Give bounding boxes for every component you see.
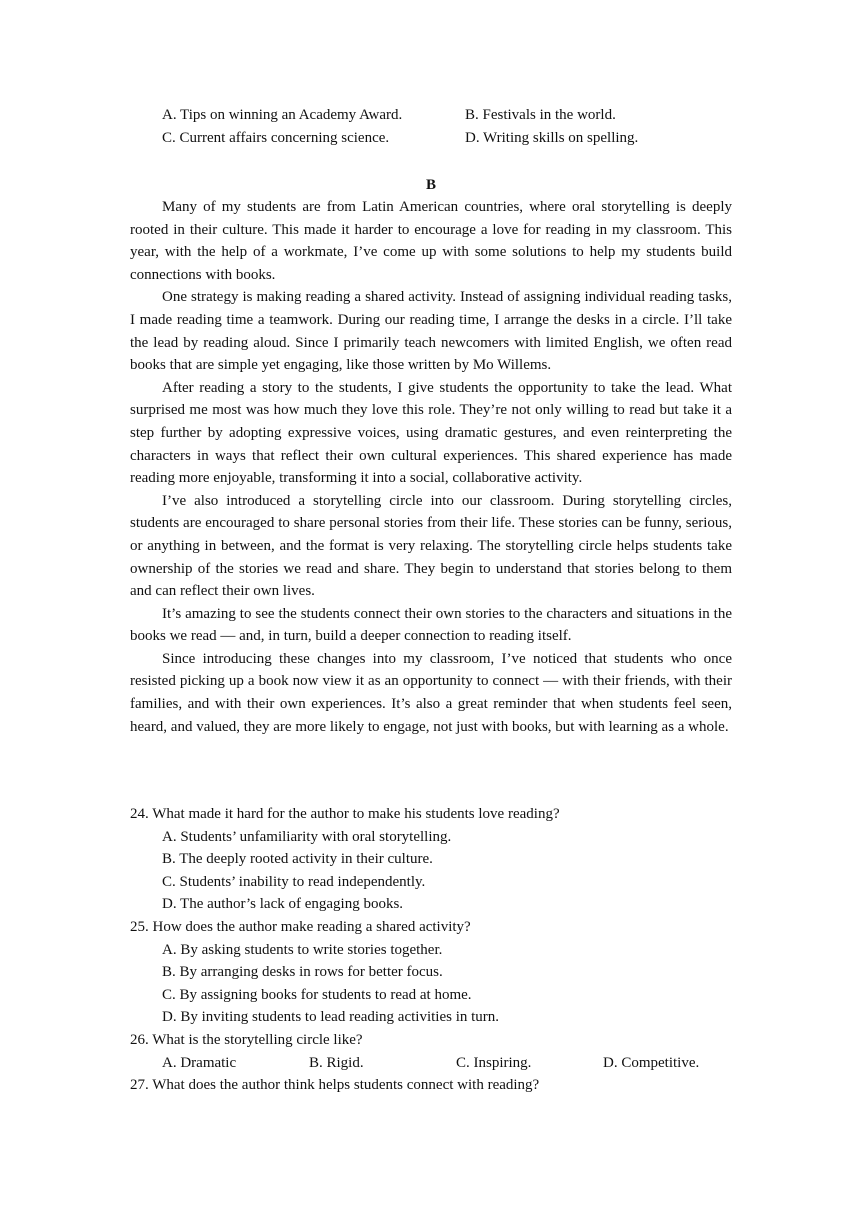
option-b: B. Festivals in the world. bbox=[465, 107, 616, 123]
question-24-stem: 24. What made it hard for the author to make his students love reading? bbox=[130, 806, 560, 822]
question-26-option-d: D. Competitive. bbox=[603, 1054, 700, 1071]
question-25-option-c: C. By assigning books for students to read at home. bbox=[162, 986, 472, 1003]
question-25-option-a: A. By asking students to write stories together. bbox=[162, 941, 443, 958]
paragraph-1: Many of my students are from Latin American countries, where oral storytelling is deeply rooted in their culture. This made it harder to encourage a love for reading in my classroom. This year, with the help of a workmate, I’ve come up with some solutions to help my students build connections with books. bbox=[130, 199, 732, 283]
question-26-option-b: B. Rigid. bbox=[309, 1054, 364, 1071]
question-24-option-b: B. The deeply rooted activity in their culture. bbox=[162, 851, 433, 868]
question-26-stem: 26. What is the storytelling circle like? bbox=[130, 1031, 363, 1048]
question-24-option-d: D. The author’s lack of engaging books. bbox=[162, 896, 404, 913]
question-25-option-d: D. By inviting students to lead reading activities in turn. bbox=[162, 1009, 500, 1026]
question-list bbox=[130, 803, 750, 1097]
question-26-option-c: C. Inspiring. bbox=[456, 1054, 532, 1071]
option-a: A. Tips on winning an Academy Award. bbox=[162, 107, 403, 123]
paragraph-5: It’s amazing to see the students connect their own stories to the characters and situations in the books we read — and, in turn, build a deeper connection to reading itself. bbox=[130, 605, 732, 645]
question-24-option-a: A. Students’ unfamiliarity with oral storytelling. bbox=[162, 828, 452, 845]
paragraph-6: Since introducing these changes into my classroom, I’ve noticed that students who once resisted picking up a book now view it as an opportunity to connect — with their friends, with their families, and with their own experiences. It’s also a great reminder that when students feel seen, heard, and valued, they are more likely to engage, not just with books, but with learning as a whole. bbox=[130, 650, 732, 735]
option-row bbox=[162, 127, 722, 150]
question-25-stem: 25. How does the author make reading a shared activity? bbox=[130, 918, 471, 935]
question-26-options bbox=[130, 1052, 750, 1075]
previous-question-options bbox=[162, 104, 722, 149]
question-25-option-b: B. By arranging desks in rows for better focus. bbox=[162, 964, 443, 981]
question-26-option-a: A. Dramatic bbox=[162, 1054, 237, 1071]
section-title: B bbox=[425, 177, 436, 193]
reading-passage bbox=[130, 196, 732, 738]
question-27-stem: 27. What does the author think helps students connect with reading? bbox=[130, 1077, 540, 1094]
option-c: C. Current affairs concerning science. bbox=[162, 129, 390, 146]
paragraph-3: After reading a story to the students, I give students the opportunity to take the lead. What surprised me most was how much they love this role. They’re not only willing to read but take it a step further by adopting expressive voices, using dramatic gestures, and even reinterpreting the characters in ways that reflect their own cultural experiences. This shared experience has made reading more enjoyable, transforming it into a social, collaborative activity. bbox=[130, 379, 732, 487]
option-row bbox=[162, 104, 722, 127]
paragraph-2: One strategy is making reading a shared activity. Instead of assigning individual reading tasks, I made reading time a teamwork. During our reading time, I arrange the desks in a circle. I’ll take the lead by reading aloud. Since I primarily teach newcomers with limited English, we often read books that are simple yet engaging, like those written by Mo Willems. bbox=[130, 289, 732, 374]
question-24-option-c: C. Students’ inability to read independently. bbox=[162, 873, 426, 890]
option-d: D. Writing skills on spelling. bbox=[465, 129, 639, 146]
paragraph-4: I’ve also introduced a storytelling circle into our classroom. During storytelling circles, students are encouraged to share personal stories from their life. These stories can be funny, serious, or anything in between, and the format is very relaxing. The storytelling circle helps students take ownership of the stories we read and share. They begin to understand that stories belong to them and can reflect their own lives. bbox=[130, 492, 732, 600]
